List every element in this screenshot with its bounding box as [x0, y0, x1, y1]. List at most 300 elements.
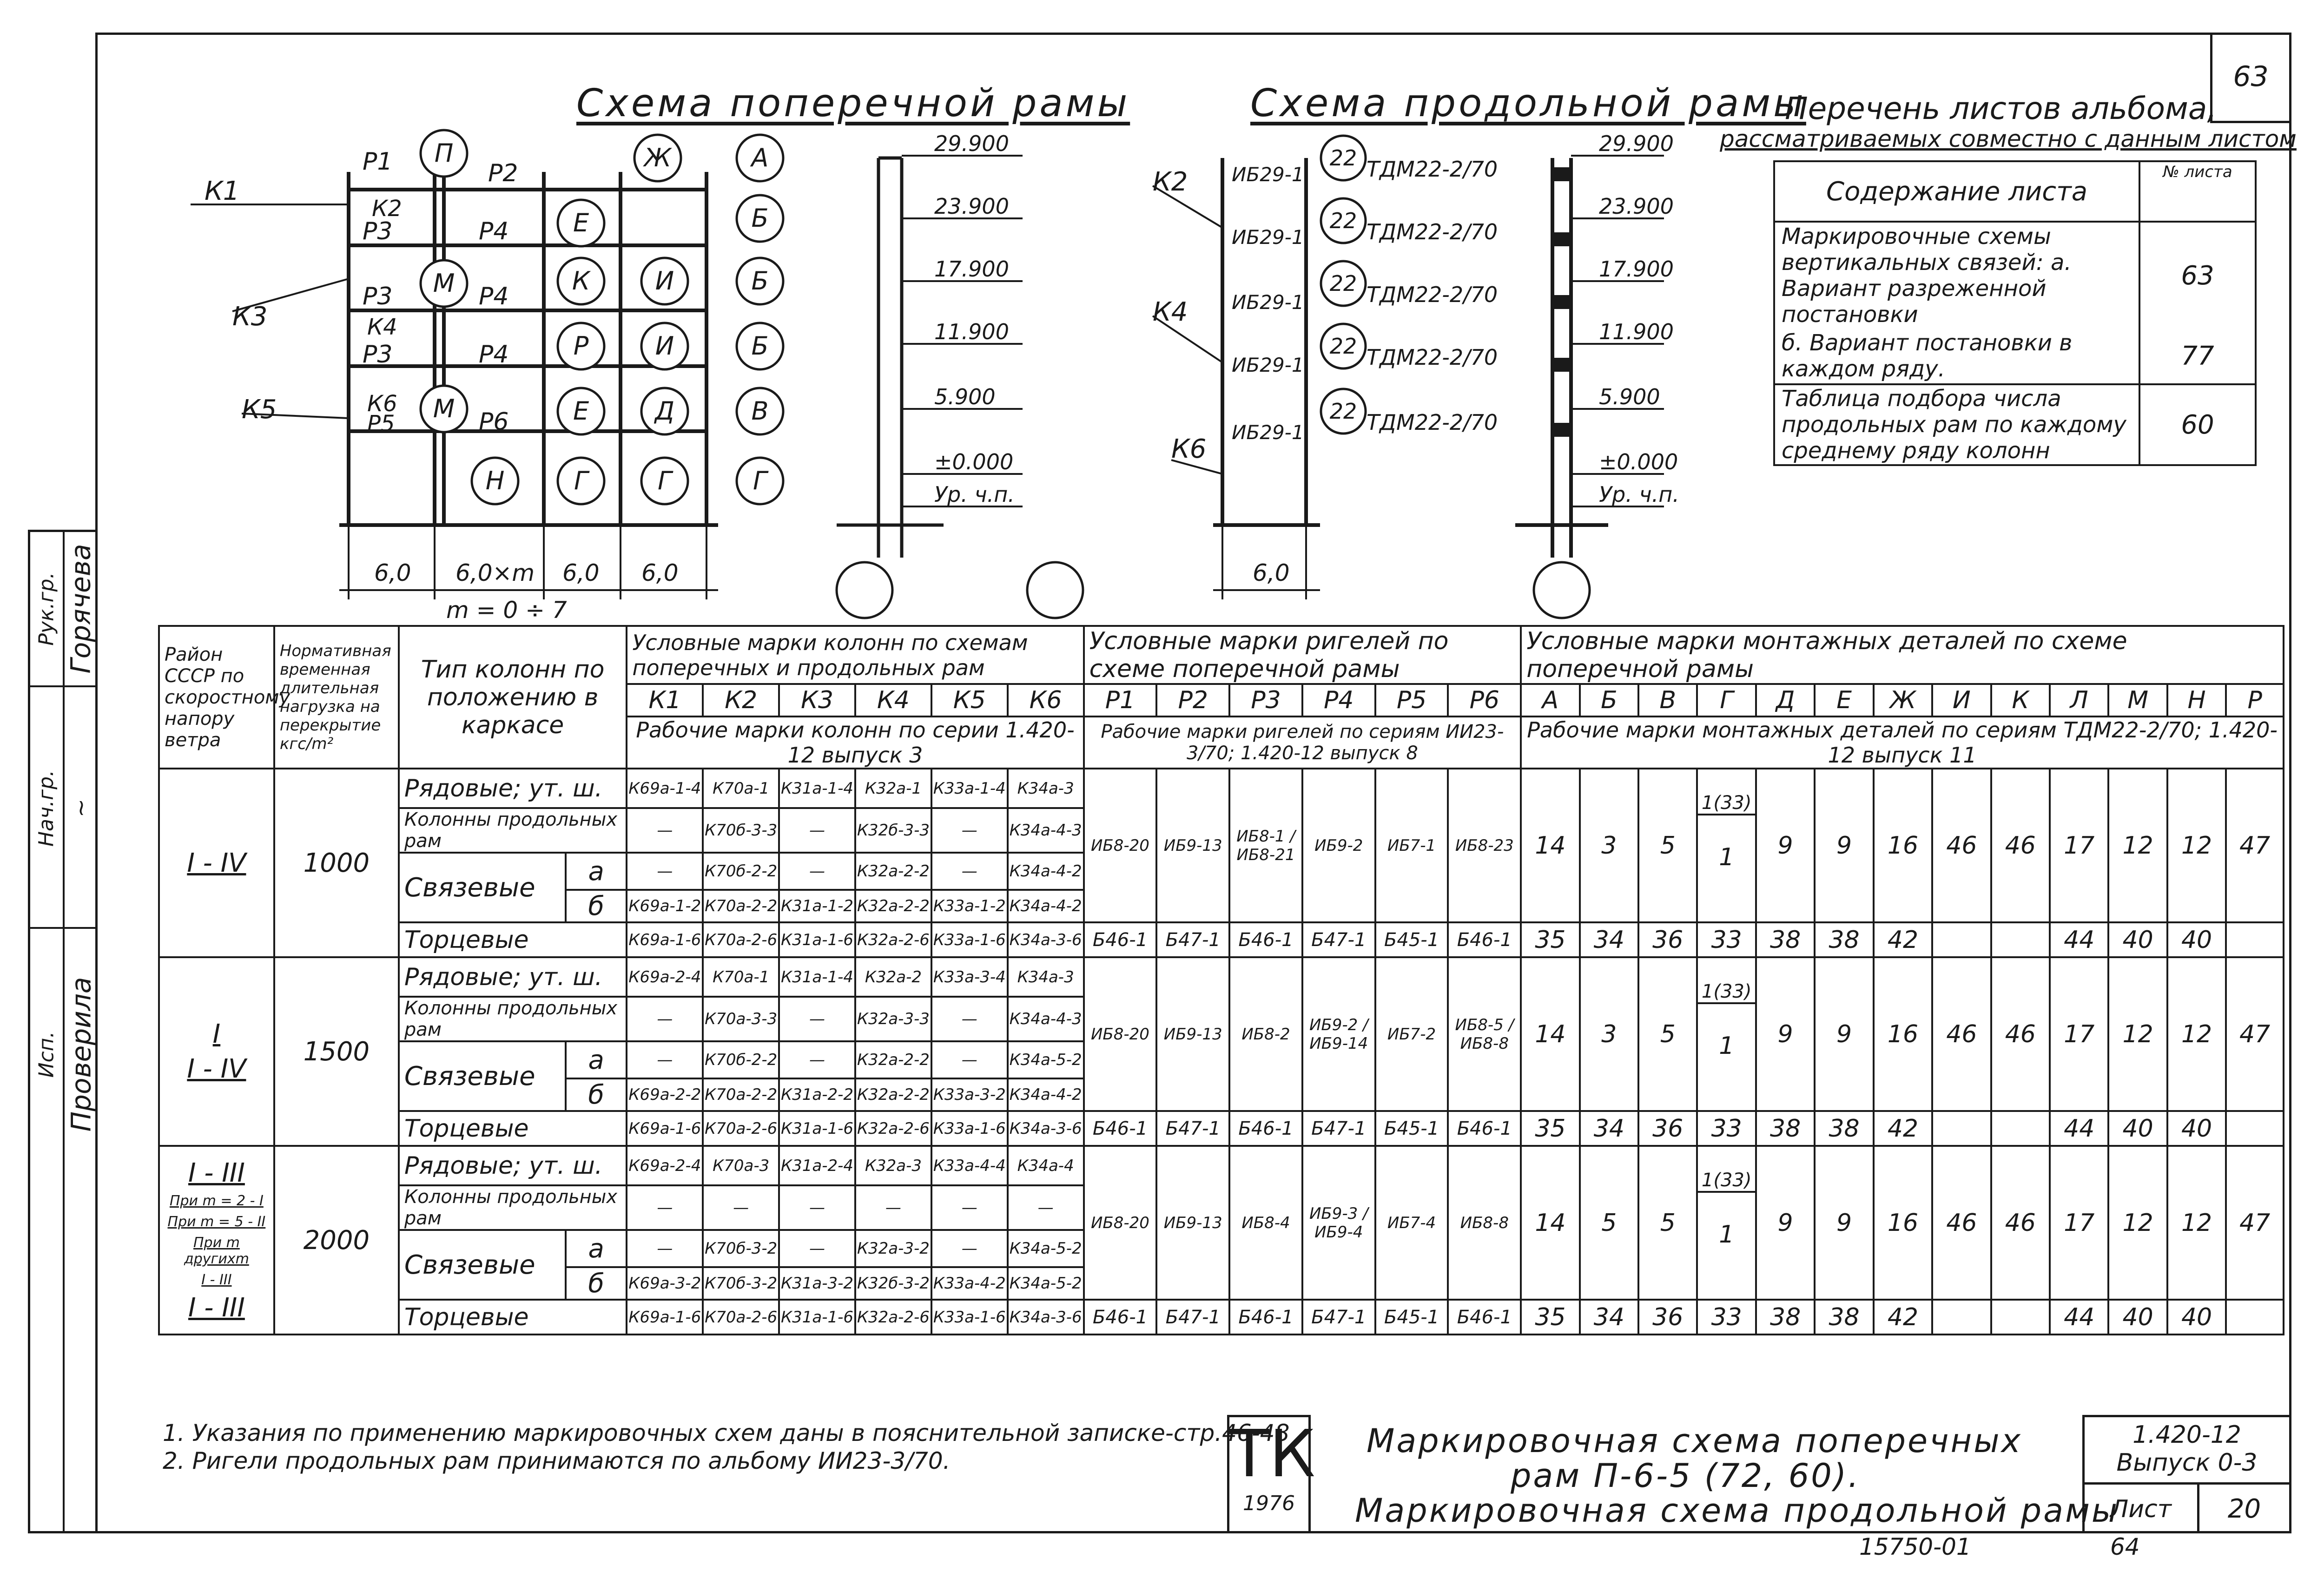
col-mark: К70а-2-2 [703, 1078, 779, 1111]
part-end-mark: 44 [2050, 1300, 2108, 1335]
type-name: Рядовые; ут. ш. [399, 769, 627, 808]
part-end-mark: 33 [1697, 1111, 1756, 1146]
beam-end-mark: Б46-1 [1229, 1111, 1302, 1146]
col-mark: К33а-3-2 [931, 1078, 1008, 1111]
part-end-mark: 35 [1521, 1300, 1579, 1335]
part-end-mark: 35 [1521, 1111, 1579, 1146]
beam-label-r3c: Р3 [363, 341, 393, 368]
col-mark: К70б-3-3 [703, 808, 779, 853]
beam-end-mark: Б45-1 [1375, 922, 1448, 957]
long-detail-1: ТДМ22-2/70 [1367, 157, 1498, 182]
part-end-mark: 36 [1638, 1111, 1697, 1146]
part-end-mark: 34 [1580, 1111, 1638, 1146]
th-beams-series: Рабочие марки ригелей по сериям ИИ23-3/70; 1.420-12 выпуск 8 [1084, 717, 1521, 769]
sheets-table [1773, 160, 2257, 466]
key-col-1: К2 [703, 684, 779, 717]
part-mark [1521, 957, 1579, 1111]
th-cols: Условные марки колонн по схемам поперечных и продольных рам [627, 626, 1083, 684]
part-end-mark: 35 [1521, 922, 1579, 957]
t-elev-1: 29.900 [934, 131, 1009, 156]
region-cell [159, 957, 274, 1146]
part-end-mark [1991, 1111, 2050, 1146]
part-end-mark: 38 [1756, 922, 1815, 957]
beam-mark: ИБ8-4 [1229, 1146, 1302, 1300]
key-part-0: А [1521, 684, 1579, 717]
beam-end-mark: Б45-1 [1375, 1300, 1448, 1335]
type-name: Торцевые [399, 1111, 627, 1146]
region-value: I [212, 1019, 221, 1049]
part-value: 14 [1535, 1209, 1566, 1237]
load-value: 1000 [274, 769, 399, 957]
part-value: 5 [1601, 1209, 1617, 1237]
corner-sheet-box [2210, 33, 2289, 123]
col-mark: К70а-2-6 [703, 922, 779, 957]
long-circle-1: 22 [1329, 145, 1357, 171]
col-mark: К70а-3-3 [703, 997, 779, 1041]
long-detail-3: ТДМ22-2/70 [1367, 282, 1498, 307]
col-mark: К31а-2-4 [779, 1146, 855, 1185]
col-mark: К69а-1-6 [627, 1111, 703, 1146]
key-part-3: Г [1697, 684, 1756, 717]
part-value: 16 [1887, 1020, 1919, 1048]
circle-i2: И [655, 331, 674, 361]
long-detail-4: ТДМ22-2/70 [1367, 345, 1498, 370]
col-mark: — [779, 808, 855, 853]
part-mark [1991, 1146, 2050, 1300]
part-value: 9 [1777, 1020, 1793, 1048]
part-end-mark [2226, 1111, 2284, 1146]
col-mark: К70а-3 [703, 1146, 779, 1185]
beam-end-mark: Б46-1 [1084, 1111, 1157, 1146]
col-mark: К34а-5-2 [1008, 1230, 1084, 1267]
part-mark [2108, 957, 2167, 1111]
part-end-mark: 42 [1874, 922, 1932, 957]
type-sub-b: б [566, 1267, 627, 1300]
col-mark: К34а-3-6 [1008, 1111, 1084, 1146]
col-mark: К31а-3-2 [779, 1267, 855, 1300]
part-mark [1638, 1146, 1697, 1300]
part-end-mark: 42 [1874, 1111, 1932, 1146]
beam-mark: ИБ8-8 [1448, 1146, 1521, 1300]
region-value: I - IV [187, 848, 246, 878]
key-beam-5: Р6 [1448, 684, 1521, 717]
key-col-2: К3 [779, 684, 855, 717]
type-sub-a: а [566, 853, 627, 890]
beam-mark: ИБ9-13 [1156, 957, 1229, 1111]
table-row [159, 1300, 2284, 1335]
col-mark: К70б-2-2 [703, 1041, 779, 1078]
col-mark: К34а-3-6 [1008, 1300, 1084, 1335]
side-stamp [28, 530, 98, 1533]
beam-mark: ИБ9-13 [1156, 1146, 1229, 1300]
beam-label-r1: Р1 [363, 148, 393, 176]
circle-e2: Е [573, 396, 589, 426]
part-mark [1874, 1146, 1932, 1300]
beam-mark: ИБ7-1 [1375, 769, 1448, 922]
col-mark: К69а-2-4 [627, 1146, 703, 1185]
col-mark: К34а-5-2 [1008, 1041, 1084, 1078]
beam-label-r6: Р6 [479, 408, 509, 436]
beam-end-mark: Б47-1 [1302, 1111, 1375, 1146]
part-mark [2108, 769, 2167, 922]
col-mark: — [627, 1041, 703, 1078]
col-mark: К70а-2-2 [703, 890, 779, 922]
part-g-top: 1(33) [1698, 792, 1755, 815]
th-type: Тип колонн по положению в каркасе [399, 626, 627, 769]
col-mark: К31а-1-4 [779, 769, 855, 808]
circle-m2: М [433, 394, 455, 423]
sheets-head-content: Содержание листа [1774, 161, 2139, 222]
sheets-row-2-text: б. Вариант постановки в каждом ряду. [1774, 329, 2139, 384]
region-value-2: I - IV [187, 1054, 246, 1084]
l-elev-4: 11.900 [1599, 319, 1674, 344]
beam-end-mark: Б46-1 [1448, 1111, 1521, 1146]
col-label-k2: К2 [372, 196, 402, 222]
col-mark: К33а-3-4 [931, 957, 1008, 997]
col-mark: К33а-1-6 [931, 1111, 1008, 1146]
table-row [159, 922, 2284, 957]
col-mark: К32а-2-2 [855, 1041, 931, 1078]
beam-end-mark: Б47-1 [1156, 1111, 1229, 1146]
part-value: 14 [1535, 831, 1566, 860]
dim-1: 6,0 [374, 559, 411, 586]
long-circle-3: 22 [1329, 271, 1357, 296]
col-mark: К32а-3-3 [855, 997, 931, 1041]
th-parts: Условные марки монтажных деталей по схеме поперечной рамы [1521, 626, 2284, 684]
part-value: 3 [1601, 831, 1617, 860]
col-mark: — [627, 853, 703, 890]
part-value: 12 [2181, 831, 2212, 860]
part-mark [2108, 1146, 2167, 1300]
series-code: 1.420-12 [2133, 1421, 2241, 1449]
beam-mark: ИБ9-2 [1302, 769, 1375, 922]
sheets-row-1-num: 63 [2139, 222, 2256, 329]
l-elev-5: 5.900 [1599, 384, 1660, 409]
beam-mark: ИБ7-4 [1375, 1146, 1448, 1300]
part-end-mark: 40 [2108, 1111, 2167, 1146]
part-value: 1 [1719, 1032, 1735, 1060]
circle-b1: Б [751, 204, 769, 233]
key-part-10: М [2108, 684, 2167, 717]
col-mark: К32б-3-2 [855, 1267, 931, 1300]
type-name: Рядовые; ут. ш. [399, 1146, 627, 1185]
part-value: 12 [2122, 1020, 2153, 1048]
table-row [159, 957, 2284, 997]
long-detail-5: ТДМ22-2/70 [1367, 410, 1498, 435]
part-value: 12 [2122, 1209, 2153, 1237]
col-mark: К34а-3 [1008, 957, 1084, 997]
beam-mark: ИБ9-2 / ИБ9-14 [1302, 957, 1375, 1111]
part-mark [2167, 769, 2226, 922]
circle-r: Р [573, 331, 589, 361]
tk-logo: ТК [1229, 1416, 1315, 1492]
th-load: Нормативная временная длительная нагрузка на перекрытие кгс/m² [274, 626, 399, 769]
beam-end-mark: Б46-1 [1229, 922, 1302, 957]
region-cell [159, 1146, 274, 1335]
col-mark: — [855, 1185, 931, 1230]
part-end-mark [2226, 1300, 2284, 1335]
part-end-mark: 40 [2167, 1300, 2226, 1335]
t-elev-5: 5.900 [934, 384, 996, 409]
part-mark [2226, 957, 2284, 1111]
key-part-12: Р [2226, 684, 2284, 717]
col-mark: К33а-4-4 [931, 1146, 1008, 1185]
beam-end-mark: Б47-1 [1156, 922, 1229, 957]
col-mark: К31а-2-2 [779, 1078, 855, 1111]
col-mark: К32а-1 [855, 769, 931, 808]
col-mark: К34а-4-2 [1008, 890, 1084, 922]
key-part-2: В [1638, 684, 1697, 717]
col-label-k5: К5 [242, 394, 277, 425]
col-mark: — [1008, 1185, 1084, 1230]
beam-end-mark: Б46-1 [1084, 922, 1157, 957]
t-elev-4: 11.900 [934, 319, 1009, 344]
th-parts-series: Рабочие марки монтажных деталей по сериям ТДМ22-2/70; 1.420-12 выпуск 11 [1521, 717, 2284, 769]
col-mark: К31а-1-6 [779, 1111, 855, 1146]
region-note: При m другихm [184, 1234, 249, 1267]
series-box [2082, 1415, 2289, 1531]
long-beam-2: ИБ29-1 [1232, 226, 1304, 249]
sheets-title-2: рассматриваемых совместно с данным листом [1720, 125, 2297, 152]
beam-end-mark: Б46-1 [1084, 1300, 1157, 1335]
th-cols-series: Рабочие марки колонн по серии 1.420-12 выпуск 3 [627, 717, 1083, 769]
part-value: 12 [2181, 1020, 2212, 1048]
key-col-5: К6 [1008, 684, 1084, 717]
col-mark: — [627, 808, 703, 853]
part-end-mark: 40 [2167, 1111, 2226, 1146]
beam-end-mark: Б47-1 [1156, 1300, 1229, 1335]
beam-mark: ИБ8-1 / ИБ8-21 [1229, 769, 1302, 922]
title-line-1: Маркировочная схема поперечных [1367, 1422, 2022, 1460]
col-label-k6: К6 [367, 391, 397, 417]
part-end-mark: 38 [1756, 1300, 1815, 1335]
part-value: 46 [2005, 1209, 2036, 1237]
circle-i1: И [655, 266, 674, 296]
key-beam-3: Р4 [1302, 684, 1375, 717]
load-value: 1500 [274, 957, 399, 1146]
part-value: 9 [1777, 831, 1793, 860]
part-mark [2167, 1146, 2226, 1300]
part-value: 17 [2064, 1020, 2095, 1048]
part-value: 12 [2181, 1209, 2212, 1237]
col-mark: К33а-4-2 [931, 1267, 1008, 1300]
col-mark: К34а-5-2 [1008, 1267, 1084, 1300]
part-g-top: 1(33) [1698, 981, 1755, 1004]
type-name: Колонны продольных рам [399, 997, 627, 1041]
circle-g3: Г [753, 466, 767, 495]
beam-mark: ИБ8-2 [1229, 957, 1302, 1111]
long-beam-5: ИБ29-1 [1232, 421, 1304, 444]
title-line-2: рам П-6-5 (72, 60). [1511, 1457, 1861, 1495]
part-end-mark [1991, 922, 2050, 957]
sheets-row-2-num: 77 [2139, 329, 2256, 384]
part-value: 5 [1660, 1209, 1676, 1237]
corner-sheet-number: 63 [2233, 60, 2269, 93]
stamp-name: Горячева [65, 544, 97, 674]
key-part-4: Д [1756, 684, 1815, 717]
col-mark: К32а-2-2 [855, 853, 931, 890]
col-mark: К70б-2-2 [703, 853, 779, 890]
col-mark: К34а-4-3 [1008, 997, 1084, 1041]
col-mark: К32а-2 [855, 957, 931, 997]
part-mark [2050, 957, 2108, 1111]
col-mark: К34а-3 [1008, 769, 1084, 808]
dim-3: 6,0 [562, 559, 600, 586]
l-elev-1: 29.900 [1599, 131, 1674, 156]
longitudinal-title: Схема продольной рамы [1250, 81, 1806, 125]
part-end-mark [1991, 1300, 2050, 1335]
l-elev-7: Ур. ч.п. [1599, 482, 1679, 507]
beam-end-mark: Б46-1 [1448, 922, 1521, 957]
circle-v: В [751, 396, 769, 426]
region-cell [159, 769, 274, 957]
circle-n: Н [485, 466, 505, 495]
col-mark: К34а-3-6 [1008, 922, 1084, 957]
col-mark: К32а-2-6 [855, 1111, 931, 1146]
key-beam-1: Р2 [1156, 684, 1229, 717]
sheets-row-3-num: 60 [2139, 384, 2256, 465]
part-mark [1991, 957, 2050, 1111]
circle-g2: Г [657, 466, 672, 495]
part-value: 5 [1660, 1020, 1676, 1048]
key-part-6: Ж [1874, 684, 1932, 717]
beam-mark: ИБ8-20 [1084, 769, 1157, 922]
part-end-mark: 34 [1580, 922, 1638, 957]
part-mark [1580, 1146, 1638, 1300]
part-value: 46 [2005, 831, 2036, 860]
t-elev-3: 17.900 [934, 256, 1009, 282]
col-mark: — [931, 1041, 1008, 1078]
t-elev-2: 23.900 [934, 194, 1009, 219]
col-mark: К69а-3-2 [627, 1267, 703, 1300]
col-mark: — [931, 853, 1008, 890]
part-mark [1756, 957, 1815, 1111]
col-mark: К33а-1-6 [931, 922, 1008, 957]
part-g-top: 1(33) [1698, 1170, 1755, 1193]
col-mark: К31а-1-6 [779, 1300, 855, 1335]
part-end-mark: 44 [2050, 922, 2108, 957]
col-mark: — [627, 1185, 703, 1230]
part-value: 9 [1836, 1209, 1852, 1237]
col-mark: К70а-1 [703, 957, 779, 997]
part-mark [1521, 1146, 1579, 1300]
note-1: 1. Указания по применению маркировочных схем даны в пояснительной записке-стр.46-48 [163, 1420, 1290, 1446]
beam-mark: ИБ8-5 / ИБ8-8 [1448, 957, 1521, 1111]
col-mark: К34а-4 [1008, 1146, 1084, 1185]
part-mark [1991, 769, 2050, 922]
part-end-mark: 40 [2167, 922, 2226, 957]
region-value-2: I - III [188, 1292, 245, 1323]
beam-label-r3b: Р3 [363, 283, 393, 310]
part-mark [1756, 769, 1815, 922]
col-mark: К69а-1-6 [627, 922, 703, 957]
key-col-4: К5 [931, 684, 1008, 717]
part-end-mark: 36 [1638, 1300, 1697, 1335]
col-mark: — [931, 808, 1008, 853]
part-value: 12 [2122, 831, 2153, 860]
part-value: 14 [1535, 1020, 1566, 1048]
circle-b3: Б [751, 331, 769, 361]
col-mark: К69а-1-6 [627, 1300, 703, 1335]
load-value: 2000 [274, 1146, 399, 1335]
part-mark [1580, 769, 1638, 922]
beam-mark: ИБ8-20 [1084, 1146, 1157, 1300]
beam-label-r4a: Р4 [479, 217, 509, 245]
part-mark [1756, 1146, 1815, 1300]
part-mark [1638, 769, 1697, 922]
part-mark [1874, 957, 1932, 1111]
part-end-mark: 36 [1638, 922, 1697, 957]
part-mark [1932, 769, 1991, 922]
long-circle-2: 22 [1329, 208, 1357, 233]
key-col-0: К1 [627, 684, 703, 717]
longitudinal-frame-diagram [1153, 121, 1710, 637]
part-value: 16 [1887, 1209, 1919, 1237]
circle-b2: Б [751, 266, 769, 296]
region-note: При m = 2 - I [169, 1192, 264, 1209]
part-value: 1 [1719, 843, 1735, 871]
circle-p: П [434, 138, 454, 168]
part-end-mark: 33 [1697, 922, 1756, 957]
circle-g1: Г [574, 466, 588, 495]
part-mark [2226, 1146, 2284, 1300]
col-mark: К31а-1-6 [779, 922, 855, 957]
col-mark: К31а-1-4 [779, 957, 855, 997]
part-value: 9 [1836, 1020, 1852, 1048]
type-sub-b: б [566, 1078, 627, 1111]
beam-mark: ИБ9-3 / ИБ9-4 [1302, 1146, 1375, 1300]
col-mark: — [779, 1041, 855, 1078]
long-beam-3: ИБ29-1 [1232, 291, 1304, 314]
col-mark: К32а-2-6 [855, 922, 931, 957]
circle-k: К [572, 266, 590, 296]
marks-table [158, 625, 2284, 1335]
l-elev-6: ±0.000 [1599, 449, 1678, 474]
key-beam-0: Р1 [1084, 684, 1157, 717]
part-end-mark: 44 [2050, 1111, 2108, 1146]
part-value: 46 [1946, 831, 1977, 860]
part-end-mark: 38 [1756, 1111, 1815, 1146]
key-part-5: Е [1815, 684, 1873, 717]
long-col-k4: К4 [1153, 297, 1188, 327]
col-label-k1: К1 [205, 176, 240, 206]
long-dim: 6,0 [1253, 559, 1290, 586]
part-mark [1521, 769, 1579, 922]
beam-end-mark: Б45-1 [1375, 1111, 1448, 1146]
long-beam-1: ИБ29-1 [1232, 163, 1304, 186]
col-mark: — [779, 853, 855, 890]
table-row [159, 1146, 2284, 1185]
type-sub-b: б [566, 890, 627, 922]
type-name: Колонны продольных рам [399, 808, 627, 853]
beam-label-r2: Р2 [488, 159, 518, 187]
key-part-9: Л [2050, 684, 2108, 717]
region-value: I - III [188, 1157, 245, 1188]
long-col-k6: К6 [1171, 434, 1207, 464]
beam-mark: ИБ9-13 [1156, 769, 1229, 922]
part-value: 47 [2239, 831, 2271, 860]
sheets-row-1-text: Маркировочные схемы вертикальных связей: а. Вариант разреженной постановки [1774, 222, 2139, 329]
col-mark: К33а-1-6 [931, 1300, 1008, 1335]
part-value: 46 [1946, 1209, 1977, 1237]
col-mark: К69а-2-2 [627, 1078, 703, 1111]
key-part-7: И [1932, 684, 1991, 717]
key-beam-2: Р3 [1229, 684, 1302, 717]
part-value: 1 [1719, 1220, 1735, 1249]
issue: Выпуск 0-3 [2116, 1449, 2258, 1477]
part-value: 47 [2239, 1020, 2271, 1048]
type-name: Торцевые [399, 922, 627, 957]
